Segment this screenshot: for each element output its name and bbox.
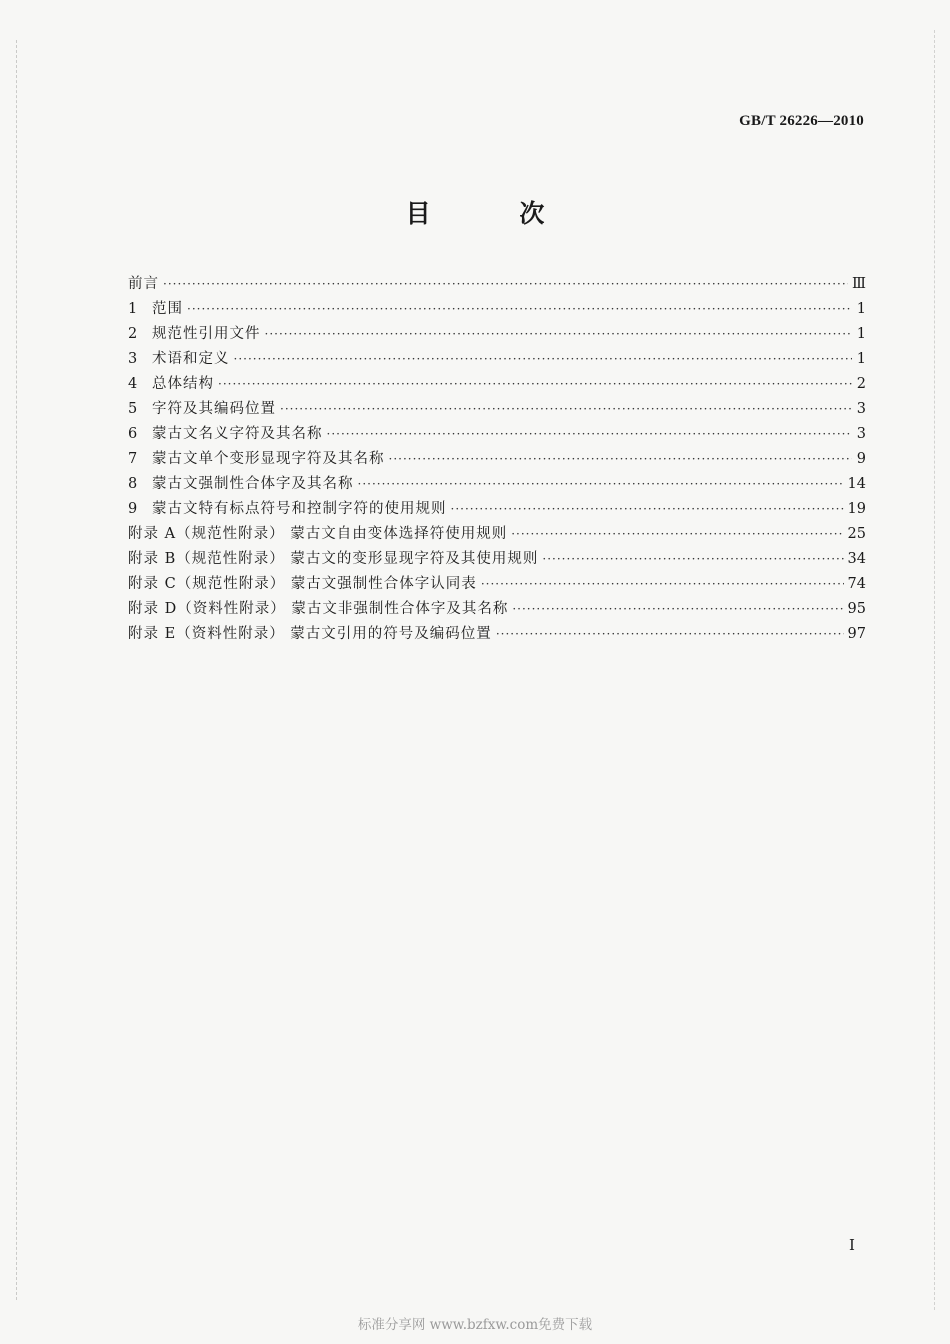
toc-entry-page: 97 (847, 626, 866, 642)
toc-entry-7[interactable] (128, 447, 866, 472)
toc-entry-foreword[interactable] (128, 272, 866, 297)
toc-entry-4[interactable] (128, 372, 866, 397)
toc-entry-number: 2 (128, 326, 138, 342)
toc-entry-3[interactable] (128, 347, 866, 372)
toc-entry-label: 字符及其编码位置 (152, 401, 276, 417)
toc-entry-number: 7 (128, 451, 138, 467)
toc-entry-page: 34 (847, 551, 866, 567)
toc-leader-dots (187, 302, 852, 316)
toc-leader-dots (389, 452, 853, 466)
toc-entry-page: 3 (856, 401, 866, 417)
toc-entry-label: 蒙古文单个变形显现字符及其名称 (152, 451, 385, 467)
toc-entry-number: 8 (128, 476, 138, 492)
toc-entry-label: 蒙古文强制性合体字及其名称 (152, 476, 354, 492)
toc-entry-label: 范围 (152, 301, 183, 317)
toc-leader-dots (218, 377, 852, 391)
toc-entry-number: 4 (128, 376, 138, 392)
watermark-text: 标准分享网 www.bzfxw.com免费下载 (357, 1317, 593, 1333)
toc-leader-dots (327, 427, 853, 441)
toc-entry-label: 附录 D（资料性附录） 蒙古文非强制性合体字及其名称 (128, 601, 509, 617)
toc-leader-dots (511, 527, 843, 541)
toc-entry-page: 1 (856, 301, 866, 317)
toc-entry-page: 95 (847, 601, 866, 617)
toc-entry-page: 14 (847, 476, 866, 492)
toc-entry-number: 3 (128, 351, 138, 367)
toc-entry-page: 25 (847, 526, 866, 542)
toc-entry-page: 3 (856, 426, 866, 442)
toc-entry-number: 1 (128, 301, 138, 317)
table-of-contents (128, 272, 866, 647)
page-number: I (849, 1236, 855, 1254)
toc-leader-dots (481, 577, 844, 591)
toc-entry-page: Ⅲ (852, 276, 866, 292)
toc-entry-annex-e[interactable] (128, 622, 866, 647)
toc-entry-annex-c[interactable] (128, 572, 866, 597)
toc-entry-6[interactable] (128, 422, 866, 447)
toc-entry-label: 总体结构 (152, 376, 214, 392)
toc-entry-page: 1 (856, 326, 866, 342)
toc-entry-label: 蒙古文名义字符及其名称 (152, 426, 323, 442)
toc-entry-8[interactable] (128, 472, 866, 497)
toc-entry-5[interactable] (128, 397, 866, 422)
toc-entry-page: 1 (856, 351, 866, 367)
toc-entry-2[interactable] (128, 322, 866, 347)
toc-entry-label: 蒙古文特有标点符号和控制字符的使用规则 (152, 501, 447, 517)
toc-leader-dots (358, 477, 844, 491)
toc-entry-label: 规范性引用文件 (152, 326, 261, 342)
toc-leader-dots (280, 402, 852, 416)
toc-entry-label: 前言 (128, 276, 159, 292)
toc-entry-number: 6 (128, 426, 138, 442)
toc-entry-annex-a[interactable] (128, 522, 866, 547)
toc-entry-1[interactable] (128, 297, 866, 322)
toc-entry-number: 5 (128, 401, 138, 417)
toc-entry-label: 附录 E（资料性附录） 蒙古文引用的符号及编码位置 (128, 626, 492, 642)
toc-entry-page: 9 (856, 451, 866, 467)
toc-entry-label: 附录 C（规范性附录） 蒙古文强制性合体字认同表 (128, 576, 477, 592)
toc-leader-dots (542, 552, 843, 566)
toc-entry-label: 附录 A（规范性附录） 蒙古文自由变体选择符使用规则 (128, 526, 508, 542)
toc-leader-dots (496, 627, 844, 641)
toc-entry-page: 74 (847, 576, 866, 592)
toc-leader-dots (512, 602, 843, 616)
toc-leader-dots (265, 327, 853, 341)
toc-leader-dots (234, 352, 853, 366)
page-title: 目 次 (405, 199, 585, 228)
document-code: GB/T 26226—2010 (739, 113, 864, 129)
toc-leader-dots (451, 502, 844, 516)
toc-entry-annex-b[interactable] (128, 547, 866, 572)
toc-entry-label: 附录 B（规范性附录） 蒙古文的变形显现字符及其使用规则 (128, 551, 539, 567)
toc-entry-annex-d[interactable] (128, 597, 866, 622)
toc-entry-9[interactable] (128, 497, 866, 522)
toc-entry-label: 术语和定义 (152, 351, 230, 367)
toc-entry-number: 9 (128, 501, 138, 517)
toc-leader-dots (163, 277, 848, 291)
toc-entry-page: 2 (856, 376, 866, 392)
toc-entry-page: 19 (847, 501, 866, 517)
